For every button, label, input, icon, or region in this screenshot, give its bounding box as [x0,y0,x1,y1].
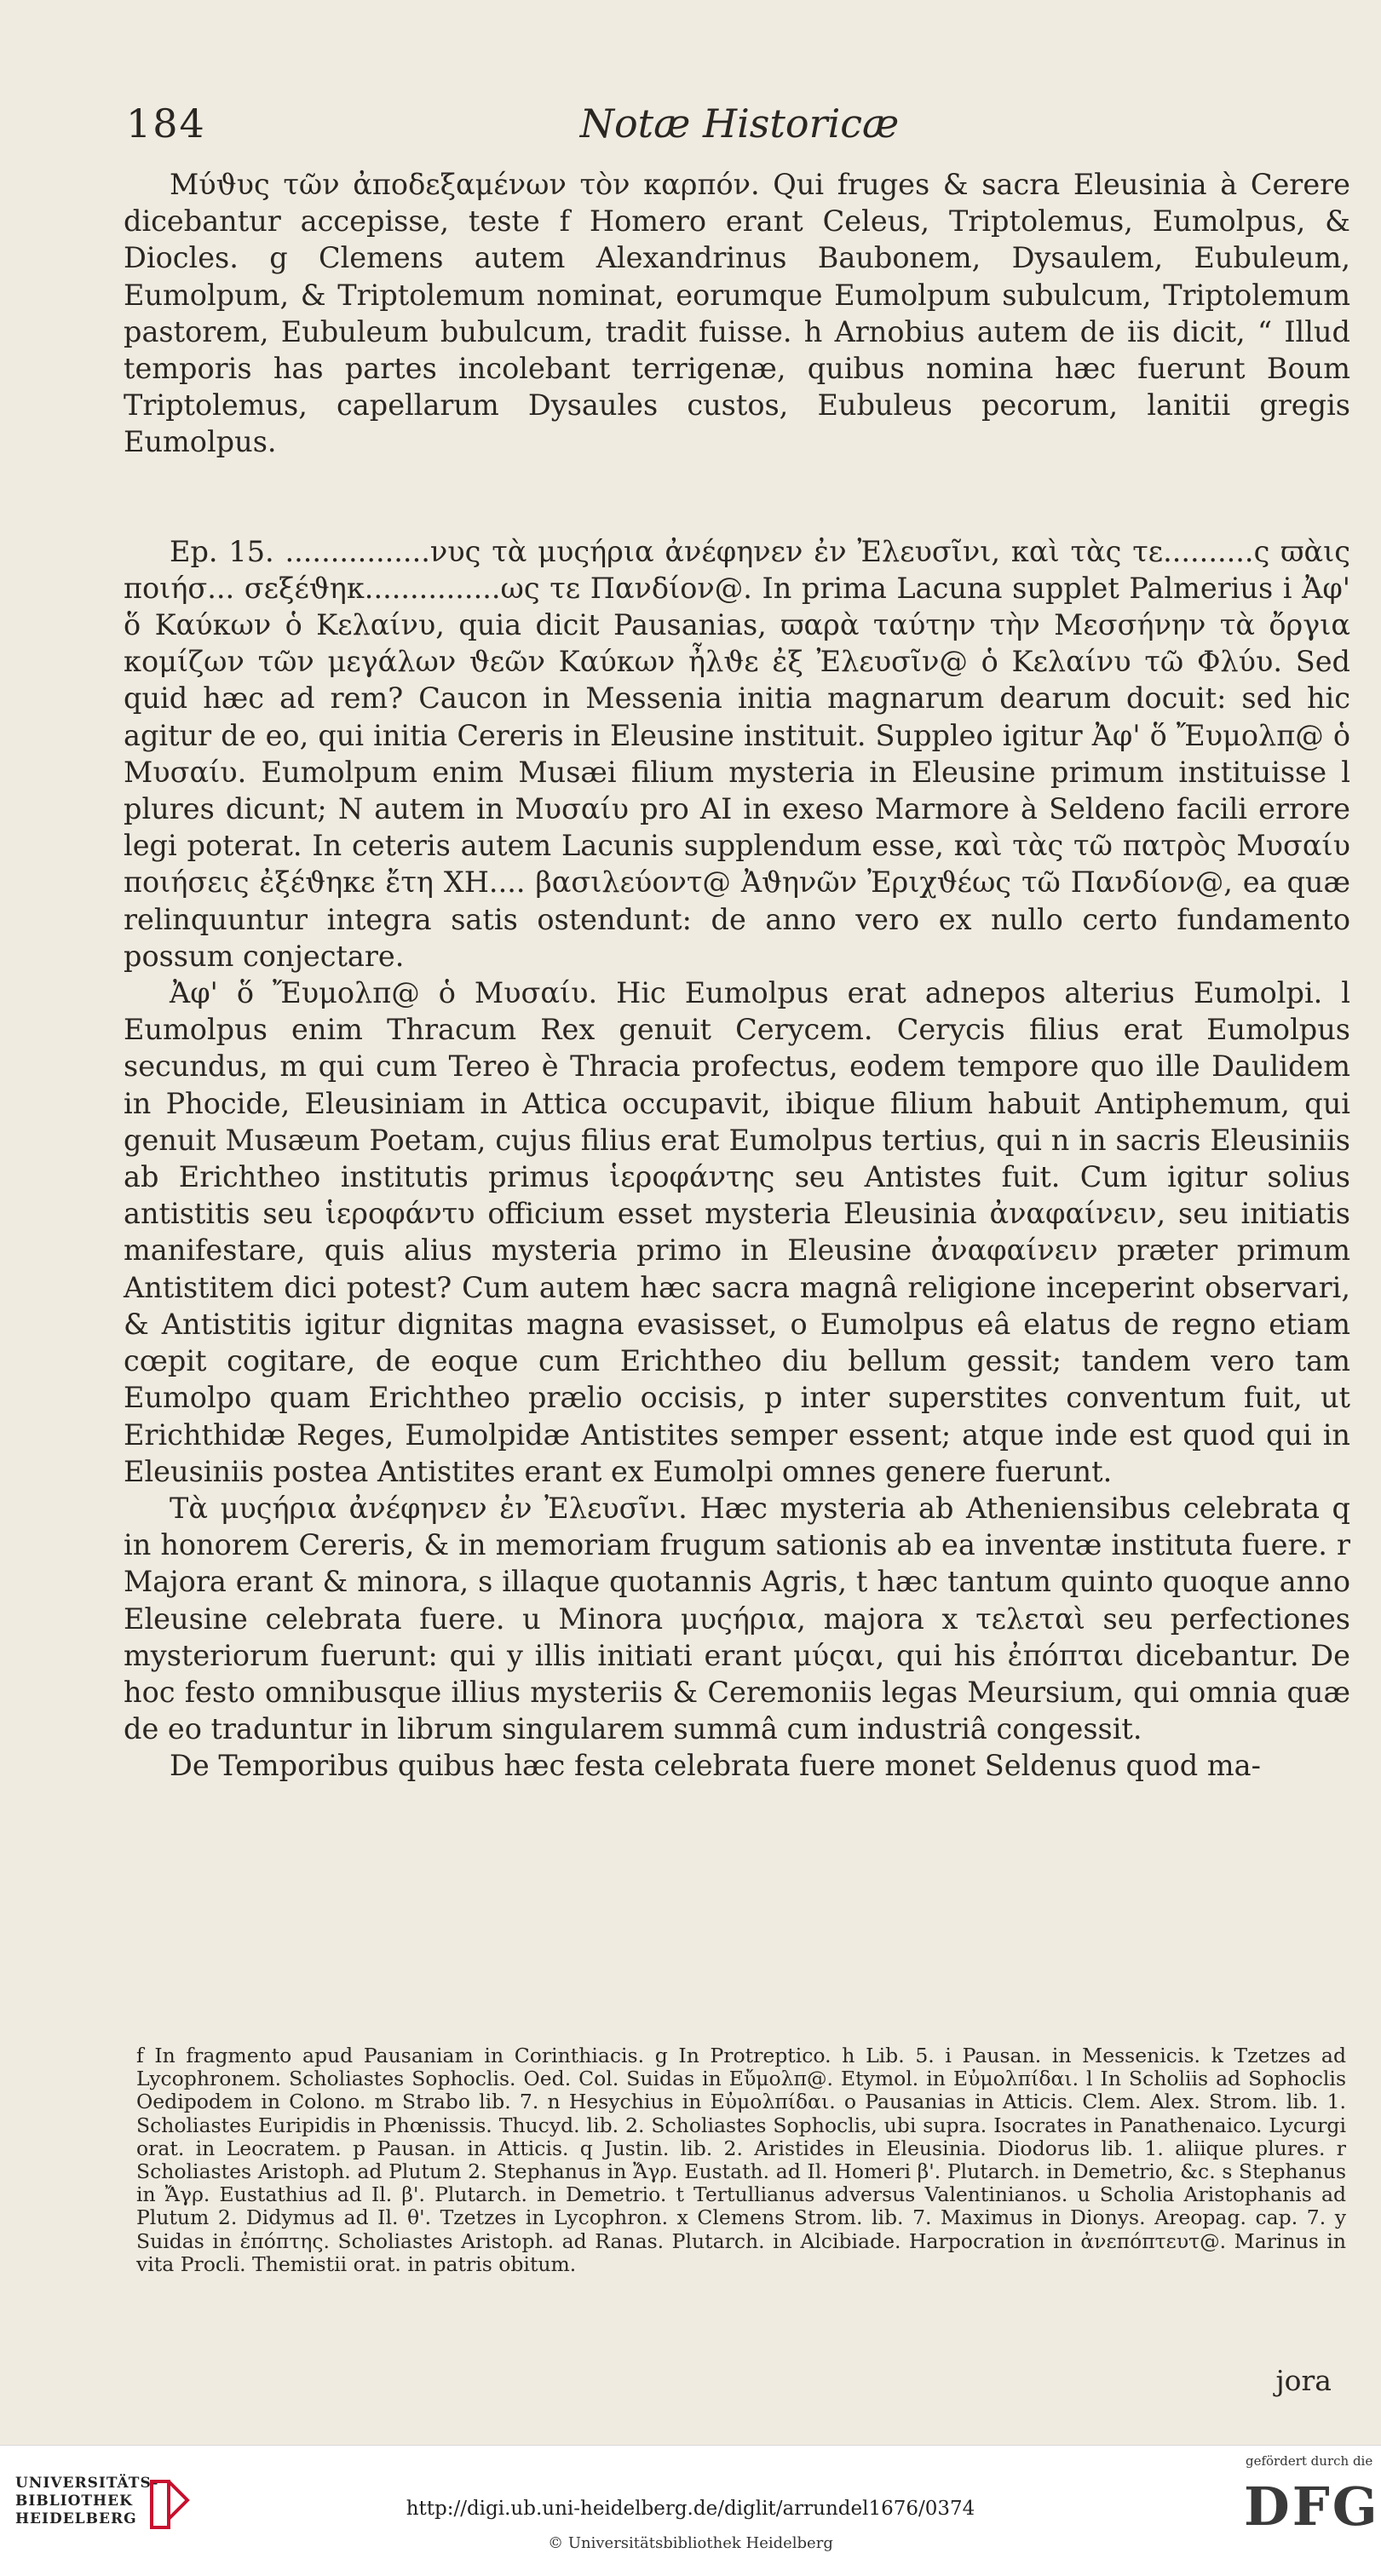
paragraph: Τὰ μυςήρια ἀνέφηνεν ἐν Ἐλευσῖνι. Hæc mysteria ab Atheniensibus celebrata q in honorem Cereris, & in memoriam frugum sationis ab ea inventæ instituta fuere. r Majora erant & minora, s illaque quotannis Agris, t hæc tantum quinto quoque anno Eleusine celebrata fuere. u Minora μυςήρια, majora x τελεταὶ seu perfectiones mysteriorum fuerunt: qui y illis initiati erant μύςαι, qui his ἐπόπται dicebantur. De hoc festo omnibusque illius mysteriis & Ceremoniis legas Meursium, qui omnia quæ de eo traduntur in librum singularem summâ cum industriâ congessit. [124,1491,1350,1746]
page-header [126,101,1353,160]
footnotes [136,2044,1346,2276]
dfg-logo: DFG [1244,2475,1380,2538]
body-text [124,166,1350,1785]
institution-line: UNIVERSITÄTS- [15,2475,159,2492]
page-number: 184 [126,101,206,147]
page-url-link[interactable]: http://digi.ub.uni-heidelberg.de/diglit/arrundel1676/0374 [406,2498,975,2520]
paragraph: Μύϑυς τῶν ἀποδεξαμένων τὸν καρπόν. Qui fruges & sacra Eleusinia à Cerere dicebantur accepisse, teste f Homero erant Celeus, Triptolemus, Eumolpus, & Diocles. g Clemens autem Alexandrinus Baubonem, Dysaulem, Eubuleum, Eumolpum, & Triptolemum nominat, eorumque Eumolpum subulcum, Triptolemum pastorem, Eubuleum bubulcum, tradit fuisse. h Arnobius autem de iis dicit, “ Illud temporis has partes incolebant terrigenæ, quibus nomina hæc fuerunt Boum Triptolemus, capellarum Dysaules custos, Eubuleus pecorum, lanitii gregis Eumolpus. [124,168,1350,459]
catchword: jora [1275,2364,1332,2397]
footnote-text: f In fragmento apud Pausaniam in Corinthiacis. g In Protreptico. h Lib. 5. i Pausan. in Messenicis. k Tzetzes ad Lycophronem. Scholiastes Sophoclis. Oed. Col. Suidas in Εὔμολπ@. Etymol. in Εὐμολπίδαι. l In Scholiis ad Sophoclis Oedipodem in Colono. m Strabo lib. 7. n Hesychius in Εὐμολπίδαι. o Pausanias in Atticis. Clem. Alex. Strom. lib. 1. Scholiastes Euripidis in Phœnissis. Thucyd. lib. 2. Scholiastes Sophoclis, ubi supra. Isocrates in Panathenaico. Lycurgi orat. in Leocratem. p Pausan. in Atticis. q Justin. lib. 2. Aristides in Eleusinia. Diodorus lib. 1. aliique plures. r Scholiastes Aristoph. ad Plutum 2. Stephanus in Ἄγρ. Eustath. ad Il. Homeri β'. Plutarch. in Demetrio, &c. s Stephanus in Ἄγρ. Eustathius ad Il. β'. Plutarch. in Demetrio. t Tertullianus adversus Valentinianos. u Scholia Aristophanis ad Plutum 2. Didymus ad Il. θ'. Tzetzes in Lycophron. x Clemens Strom. lib. 7. Maximus in Dionys. Areopag. cap. 7. y Suidas in ἐπόπτης. Scholiastes Aristoph. ad Ranas. Plutarch. in Alcibiade. Harpocration in ἀνεπόπτευτ@. Marinus in vita Procli. Themistii orat. in patris obitum. [136,2044,1346,2276]
institution-line: HEIDELBERG [15,2510,137,2527]
paragraph: De Temporibus quibus hæc festa celebrata fuere monet Seldenus quod ma- [170,1749,1261,1783]
running-title: Notæ Historicæ [579,101,900,147]
paragraph: Ep. 15. ................νυς τὰ μυςήρια ἀνέφηνεν ἐν Ἐλευσῖνι, καὶ τὰς τε..........ς ϖὰις ποιήσ... σεξέϑηκ...............ως τε Πανδίον@. In prima Lacuna supplet Palmerius i Ἀφ' ὅ Καύκων ὁ Κελαίνυ, quia dicit Pausanias, ϖαρὰ ταύτην τὴν Μεσσήνην τὰ ὄργια κομίζων τῶν μεγάλων ϑεῶν Καύκων ἦλϑε ἐξ Ἐλευσῖν@ ὁ Κελαίνυ τῶ Φλύυ. Sed quid hæc ad rem? Caucon in Messenia initia magnarum dearum docuit: sed hic agitur de eo, qui initia Cereris in Eleusine instituit. Suppleo igitur Ἀφ' ὅ Ἔυμολπ@ ὁ Μυσαίυ. Eumolpum enim Musæi filium mysteria in Eleusine primum instituisse l plures dicunt; N autem in Μυσαίυ pro AI in exeso Marmore à Seldeno facili errore legi poterat. In ceteris autem Lacunis supplendum esse, καὶ τὰς τῶ πατρὸς Μυσαίυ ποιήσεις ἐξέϑηκε ἔτη ΧΗ.... βασιλεύοντ@ Ἀϑηνῶν Ἐριχϑέως τῶ Πανδίον@, ea quæ relinquuntur integra satis ostendunt: de anno vero ex nullo certo fundamento possum conjectare. [124,534,1350,973]
funding-note: gefördert durch die [1246,2453,1373,2469]
institution-line: BIBLIOTHEK [15,2493,133,2510]
paragraph: Ἀφ' ὅ Ἔυμολπ@ ὁ Μυσαίυ. Hic Eumolpus erat adnepos alterius Eumolpi. l Eumolpus enim Thracum Rex genuit Cerycem. Cerycis filius erat Eumolpus secundus, m qui cum Tereo è Thracia profectus, eodem tempore quo ille Daulidem in Phocide, Eleusiniam in Attica occupavit, ibique filium habuit Antiphemum, qui genuit Musæum Poetam, cujus filius erat Eumolpus tertius, qui n in sacris Eleusiniis ab Erichtheo institutis primus ἱεροφάντης seu Antistes fuit. Cum igitur solius antistitis seu ἱεροφάντυ officium esset mysteria Eleusinia ἀναφαίνειν, seu initiatis manifestare, quis alius mysteria primo in Eleusine ἀναφαίνειν præter primum Antistitem dici potest? Cum autem hæc sacra magnâ religione inceperint observari, & Antistitis igitur dignitas magna evasisset, o Eumolpus eâ elatus de regno etiam cœpit cogitare, de eoque cum Erichtheo diu bellum gessit; tandem vero tam Eumolpo quam Erichtheo prælio occisis, p inter superstites conventum fuit, ut Erichthidæ Reges, Eumolpidæ Antistites semper essent; atque inde est quod qui in Eleusiniis postea Antistites erant ex Eumolpi omnes genere fuerunt. [124,976,1350,1488]
copyright-notice: © Universitätsbibliothek Heidelberg [548,2534,833,2552]
